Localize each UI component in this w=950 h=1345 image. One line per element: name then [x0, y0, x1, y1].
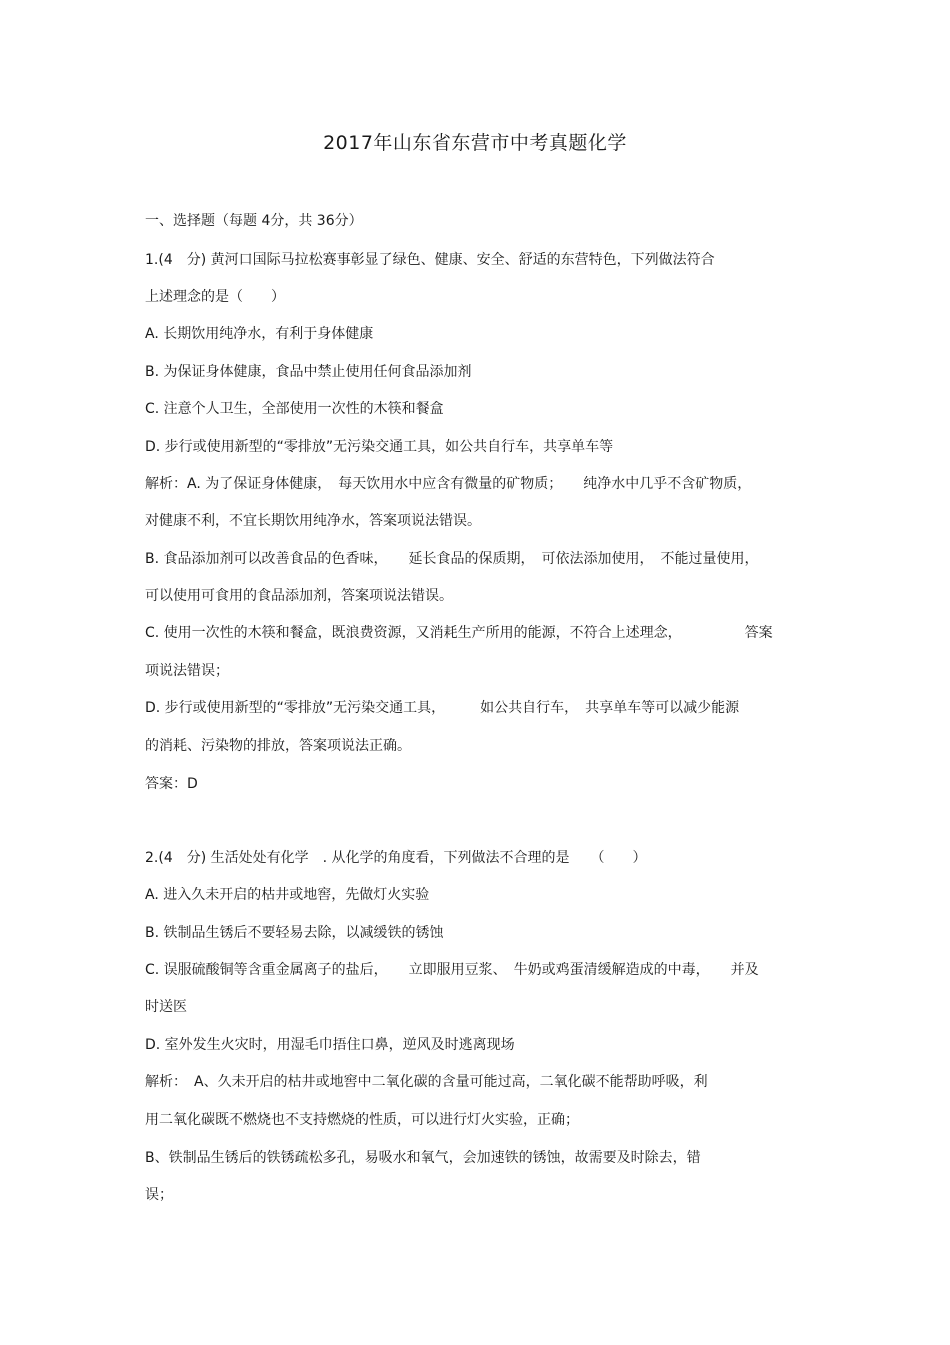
q1-analysis-d-line2: 的消耗、污染物的排放，答案项说法正确。 [145, 738, 411, 754]
section-header: 一、选择题（每题 4分，共 36分） [145, 213, 363, 229]
q2-stem: 2.(4 分) 生活处处有化学 . 从化学的角度看，下列做法不合理的是 （ ） [145, 850, 647, 866]
q2-option-a: A. 进入久未开启的枯井或地窖，先做灯火实验 [145, 887, 430, 903]
q1-analysis-c-line2: 项说法错误； [145, 663, 229, 679]
q1-analysis-c-line1: C. 使用一次性的木筷和餐盒，既浪费资源，又消耗生产所用的能源，不符合上述理念， 答案 [145, 625, 773, 641]
q1-answer: 答案：D [145, 776, 198, 792]
q1-analysis-a-line1: 解析：A. 为了保证身体健康， 每天饮用水中应含有微量的矿物质； 纯净水中几乎不含矿物质， [145, 476, 752, 492]
q1-analysis-b-line1: B. 食品添加剂可以改善食品的色香味， 延长食品的保质期， 可依法添加使用， 不能过量使用， [145, 551, 759, 567]
q1-option-c: C. 注意个人卫生，全部使用一次性的木筷和餐盒 [145, 401, 444, 417]
q2-option-c-line2: 时送医 [145, 999, 187, 1015]
q2-analysis-b-line2: 误； [145, 1187, 173, 1203]
q1-stem-line2: 上述理念的是（ ） [145, 289, 285, 305]
q1-stem-line1: 1.(4 分) 黄河口国际马拉松赛事彰显了绿色、健康、安全、舒适的东营特色，下列做法符合 [145, 252, 715, 268]
q2-option-b: B. 铁制品生锈后不要轻易去除，以减缓铁的锈蚀 [145, 925, 444, 941]
q1-option-a: A. 长期饮用纯净水，有利于身体健康 [145, 326, 374, 342]
q1-analysis-d-line1: D. 步行或使用新型的“零排放”无污染交通工具， 如公共自行车， 共享单车等可以减少能源 [145, 700, 740, 716]
q2-option-d: D. 室外发生火灾时，用湿毛巾捂住口鼻，逆风及时逃离现场 [145, 1037, 515, 1053]
q2-analysis-a-line1: 解析： A、久未开启的枯井或地窖中二氧化碳的含量可能过高，二氧化碳不能帮助呼吸，利 [145, 1074, 708, 1090]
q2-option-c-line1: C. 误服硫酸铜等含重金属离子的盐后， 立即服用豆浆、 牛奶或鸡蛋清缓解造成的中毒， 并及 [145, 962, 759, 978]
q2-analysis-b-line1: B、铁制品生锈后的铁锈疏松多孔，易吸水和氧气，会加速铁的锈蚀，故需要及时除去，错 [145, 1150, 701, 1166]
page-title: 2017年山东省东营市中考真题化学 [323, 132, 627, 154]
q1-option-d: D. 步行或使用新型的“零排放”无污染交通工具，如公共自行车，共享单车等 [145, 439, 614, 455]
q1-analysis-b-line2: 可以使用可食用的食品添加剂，答案项说法错误。 [145, 588, 453, 604]
q1-option-b: B. 为保证身体健康，食品中禁止使用任何食品添加剂 [145, 364, 472, 380]
q1-analysis-a-line2: 对健康不利，不宜长期饮用纯净水，答案项说法错误。 [145, 513, 481, 529]
q2-analysis-a-line2: 用二氧化碳既不燃烧也不支持燃烧的性质，可以进行灯火实验，正确； [145, 1112, 579, 1128]
